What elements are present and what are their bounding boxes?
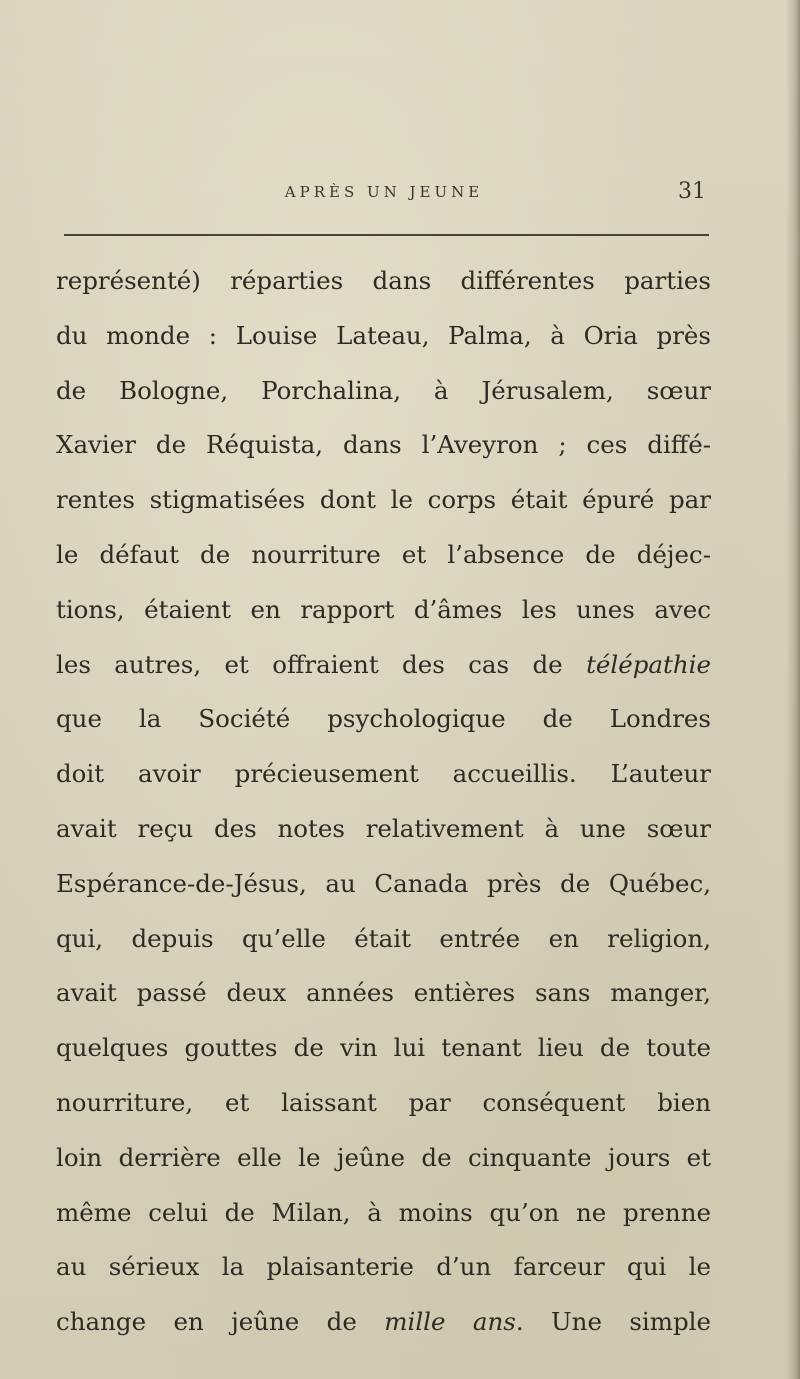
body-text	[56, 254, 711, 1350]
text-line: avait passé deux années entières sans manger,	[56, 978, 711, 1008]
text-line: doit avoir précieusement accueillis. L’auteur	[56, 759, 711, 789]
italic-term: mille ans	[384, 1307, 516, 1337]
text-line: loin derrière elle le jeûne de cinquante jours et	[56, 1142, 711, 1172]
text-line: au sérieux la plaisanterie d’un farceur qui le	[56, 1252, 711, 1282]
text-line: change en jeûne de mille ans. Une simple	[56, 1307, 711, 1337]
running-head	[58, 179, 710, 213]
page-edge-shadow	[786, 0, 800, 1379]
text-line: quelques gouttes de vin lui tenant lieu de toute	[56, 1033, 711, 1063]
text-line: qui, depuis qu’elle était entrée en religion,	[56, 923, 711, 953]
text-line: Espérance-de-Jésus, au Canada près de Québec,	[56, 868, 711, 898]
text-line: du monde : Louise Lateau, Palma, à Oria près	[56, 320, 711, 350]
text-line: même celui de Milan, à moins qu’on ne prenne	[56, 1197, 711, 1227]
text-line: rentes stigmatisées dont le corps était épuré par	[56, 485, 711, 515]
running-title: APRÈS UN JEUNE	[284, 183, 484, 201]
text-line: les autres, et offraient des cas de télépathie	[56, 649, 711, 679]
text-line: Xavier de Réquista, dans l’Aveyron ; ces diffé-	[56, 430, 711, 460]
italic-term: télépathie	[586, 649, 711, 679]
text-line: tions, étaient en rapport d’âmes les unes avec	[56, 594, 711, 624]
text-line: nourriture, et laissant par conséquent bien	[56, 1087, 711, 1117]
text-line: de Bologne, Porchalina, à Jérusalem, sœur	[56, 375, 711, 405]
page-number: 31	[678, 179, 706, 204]
header-rule	[64, 234, 709, 236]
text-line: le défaut de nourriture et l’absence de déjec-	[56, 539, 711, 569]
text-line: représenté) réparties dans différentes parties	[56, 266, 711, 295]
text-line: avait reçu des notes relativement à une sœur	[56, 813, 711, 843]
text-line: que la Société psychologique de Londres	[56, 704, 711, 734]
